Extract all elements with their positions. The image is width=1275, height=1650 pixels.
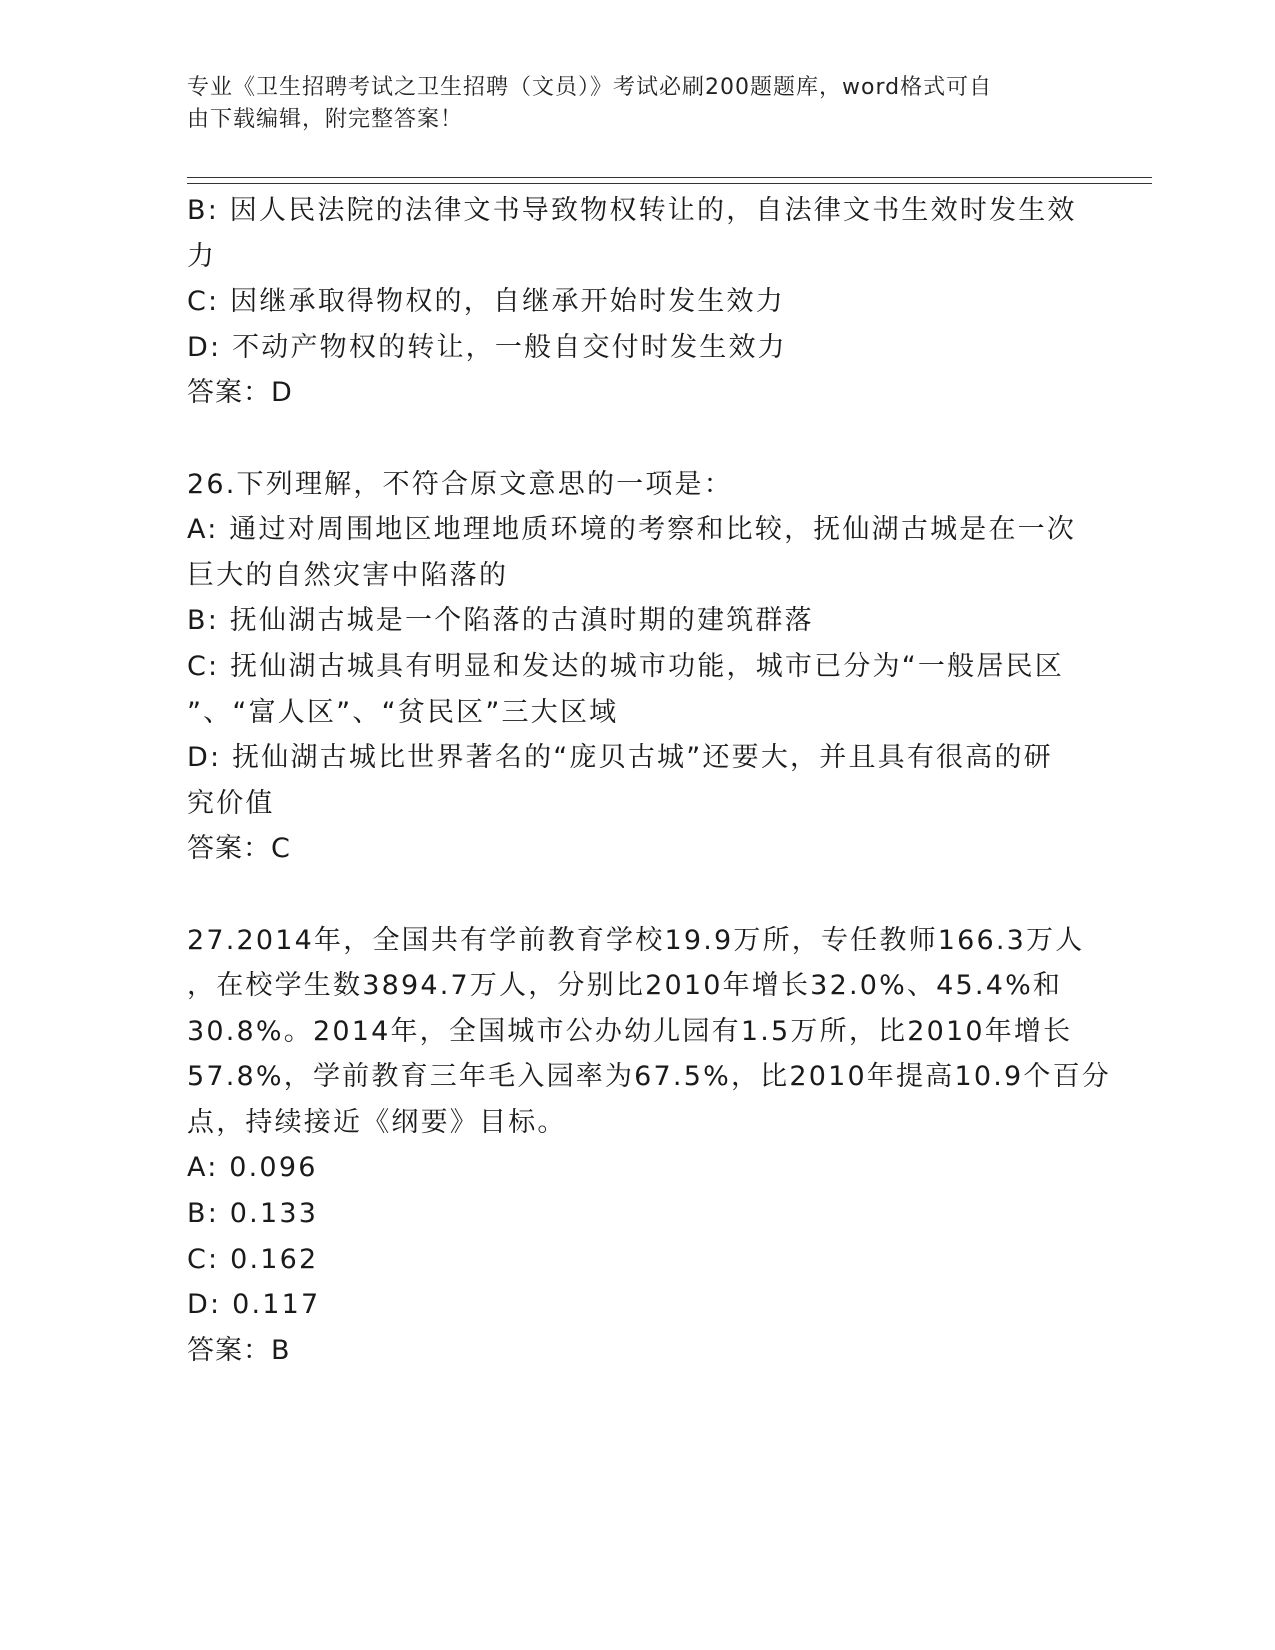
header-line-1: 专业《卫生招聘考试之卫生招聘（文员）》考试必刷200题题库，word格式可自 [187,75,993,100]
option-d: D: 0.117 [187,1289,321,1321]
question-stem-line-5: 点，持续接近《纲要》目标。 [187,1106,567,1138]
question-stem-line-1: 27.2014年，全国共有学前教育学校19.9万所，专任教师166.3万人 [187,924,1085,956]
option-a: A: 0.096 [187,1152,318,1184]
spacer [187,872,1077,918]
option-c: C: 因继承取得物权的，自继承开始时发生效力 [187,286,785,318]
question-content [187,188,1111,1373]
header-line-2: 由下载编辑，附完整答案！ [187,107,464,132]
answer: 答案：C [187,833,291,865]
option-d: D: 不动产物权的转让，一般自交付时发生效力 [187,331,787,363]
option-a-line-2: 巨大的自然灾害中陷落的 [187,559,509,591]
question-stem: 26.下列理解，不符合原文意思的一项是： [187,468,733,500]
option-c-line-2: ”、“富人区”、“贫民区”三大区域 [187,696,619,728]
header-divider-top [187,177,1152,178]
option-b-line-2: 力 [187,240,217,272]
question-25 [187,188,1077,416]
option-b: B: 0.133 [187,1198,319,1230]
option-b-line-1: B: 因人民法院的法律文书导致物权转让的，自法律文书生效时发生效 [187,195,1077,226]
option-c: C: 0.162 [187,1243,319,1275]
answer: 答案：B [187,1334,291,1366]
option-a-line-1: A: 通过对周围地区地理地质环境的考察和比较，抚仙湖古城是在一次 [187,514,1077,546]
option-d-line-2: 究价值 [187,787,275,819]
question-26 [187,462,1077,872]
answer: 答案：D [187,377,293,409]
option-c-line-1: C: 抚仙湖古城具有明显和发达的城市功能，城市已分为“一般居民区 [187,650,1064,682]
spacer [187,416,1077,462]
question-stem-line-4: 57.8%，学前教育三年毛入园率为67.5%，比2010年提高10.9个百分 [187,1061,1111,1093]
question-27 [187,918,1111,1374]
option-b: B: 抚仙湖古城是一个陷落的古滇时期的建筑群落 [187,605,814,637]
question-stem-line-3: 30.8%。2014年，全国城市公办幼儿园有1.5万所，比2010年增长 [187,1015,1073,1047]
option-d-line-1: D: 抚仙湖古城比世界著名的“庞贝古城”还要大，并且具有很高的研 [187,742,1053,774]
header-divider-bottom [187,183,1152,184]
question-stem-line-2: ，在校学生数3894.7万人，分别比2010年增长32.0%、45.4%和 [187,970,1063,1002]
document-header [187,72,1067,136]
